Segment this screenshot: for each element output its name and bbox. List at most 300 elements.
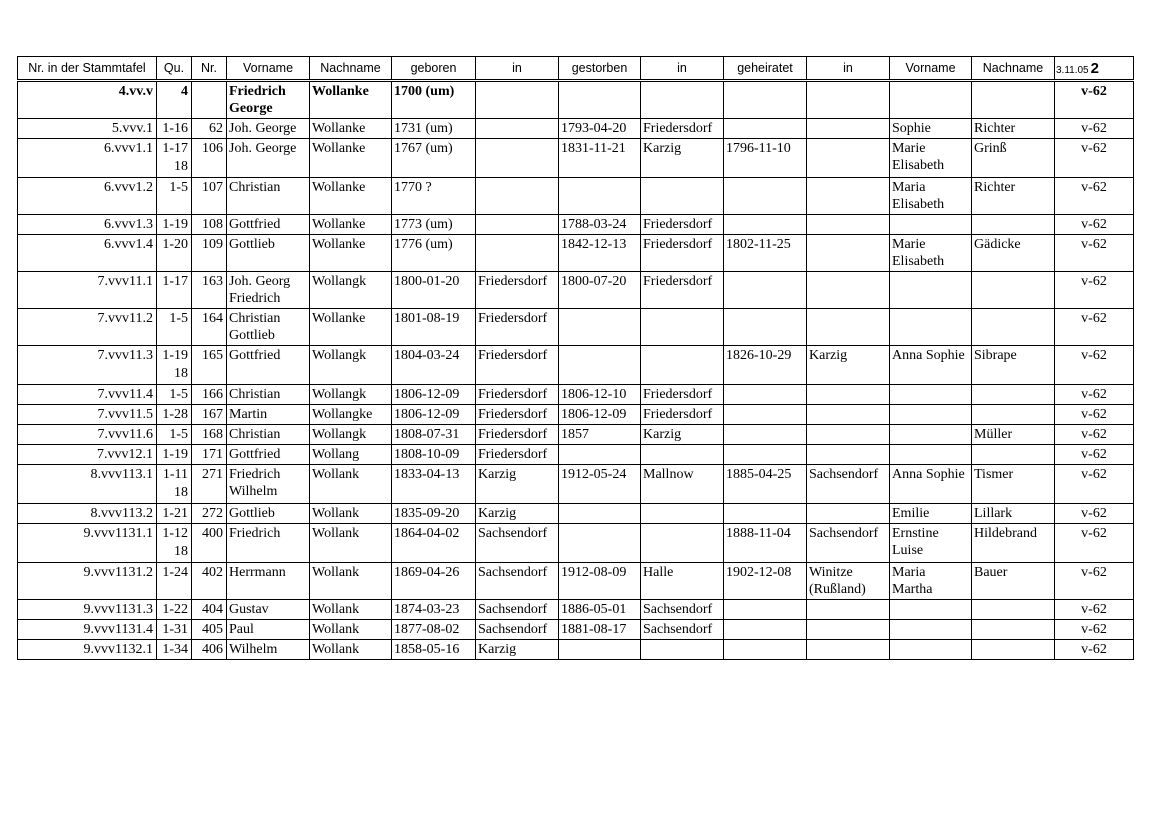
cell-quelle [157,385,192,405]
cell-geboren: 1801-08-19 [392,309,476,346]
cell-geboren: 1700 (um) [392,81,476,119]
cell-geheiratet-in [807,309,890,346]
cell-geboren-in: Karzig [476,504,559,524]
cell-geboren: 1835-09-20 [392,504,476,524]
cell-reference: v-62 [1055,504,1134,524]
cell-reference: v-62 [1055,600,1134,620]
cell-vorname: Friedrich Wilhelm [227,465,310,504]
cell-gestorben [559,309,641,346]
quelle-value: 1-19 [162,217,188,232]
cell-gestorben [559,81,641,119]
table-header [18,57,1134,81]
cell-vorname: Gottlieb [227,235,310,272]
cell-stammtafel-nr: 6.vvv1.1 [18,139,157,178]
cell-partner-vorname [890,640,972,660]
cell-stammtafel-nr: 9.vvv1132.1 [18,640,157,660]
cell-vorname: Christian [227,178,310,215]
cell-gestorben [559,178,641,215]
cell-quelle [157,139,192,178]
cell-partner-vorname: Anna Sophie [890,346,972,385]
cell-partner-nachname [972,600,1055,620]
cell-geboren-in [476,119,559,139]
quelle-value: 1-24 [162,565,188,580]
cell-partner-vorname: Maria Martha [890,563,972,600]
cell-gestorben: 1886-05-01 [559,600,641,620]
cell-quelle [157,119,192,139]
cell-quelle [157,600,192,620]
cell-geheiratet-in [807,139,890,178]
cell-partner-vorname: Marie Elisabeth [890,235,972,272]
cell-nachname: Wollangk [310,272,392,309]
cell-nachname: Wollank [310,563,392,600]
cell-reference: v-62 [1055,425,1134,445]
cell-gestorben-in [641,524,724,563]
cell-nr: 106 [192,139,227,178]
cell-geheiratet [724,445,807,465]
cell-partner-nachname: Grinß [972,139,1055,178]
cell-gestorben-in [641,309,724,346]
table-row [18,524,1134,563]
cell-nachname: Wollanke [310,309,392,346]
cell-geboren: 1800-01-20 [392,272,476,309]
cell-nr: 163 [192,272,227,309]
cell-gestorben-in: Friedersdorf [641,385,724,405]
cell-geheiratet-in [807,640,890,660]
cell-quelle [157,235,192,272]
cell-nr: 402 [192,563,227,600]
cell-partner-vorname: Marie Elisabeth [890,139,972,178]
cell-partner-nachname: Gädicke [972,235,1055,272]
cell-geboren-in: Friedersdorf [476,346,559,385]
cell-geboren-in [476,235,559,272]
cell-geheiratet [724,119,807,139]
cell-nr: 271 [192,465,227,504]
cell-geheiratet-in [807,620,890,640]
cell-nachname: Wollank [310,524,392,563]
cell-geheiratet [724,405,807,425]
cell-stammtafel-nr: 9.vvv1131.4 [18,620,157,640]
cell-quelle [157,215,192,235]
genealogy-table [17,56,1134,660]
table-row [18,465,1134,504]
cell-quelle [157,445,192,465]
cell-geboren-in: Friedersdorf [476,309,559,346]
table-row [18,272,1134,309]
cell-geboren-in: Sachsendorf [476,620,559,640]
cell-geheiratet-in: Karzig [807,346,890,385]
cell-reference: v-62 [1055,178,1134,215]
quelle-subvalue: 18 [174,485,188,500]
cell-gestorben-in: Halle [641,563,724,600]
cell-geheiratet: 1826-10-29 [724,346,807,385]
quelle-value: 1-5 [169,311,188,326]
cell-geheiratet [724,620,807,640]
cell-geboren-in: Karzig [476,640,559,660]
header-gestorben-in: in [641,57,724,81]
cell-stammtafel-nr: 7.vvv11.3 [18,346,157,385]
cell-partner-nachname: Bauer [972,563,1055,600]
cell-quelle [157,465,192,504]
cell-vorname: Joh. George [227,119,310,139]
header-geboren: geboren [392,57,476,81]
cell-geheiratet-in: Sachsendorf [807,465,890,504]
cell-gestorben [559,445,641,465]
cell-quelle [157,309,192,346]
quelle-value: 1-20 [162,237,188,252]
cell-gestorben: 1806-12-10 [559,385,641,405]
cell-gestorben [559,524,641,563]
cell-gestorben-in: Sachsendorf [641,620,724,640]
table-row [18,178,1134,215]
cell-gestorben-in: Karzig [641,425,724,445]
cell-gestorben-in: Sachsendorf [641,600,724,620]
cell-vorname: Wilhelm [227,640,310,660]
cell-gestorben-in [641,504,724,524]
cell-reference: v-62 [1055,139,1134,178]
cell-gestorben-in [641,346,724,385]
cell-nr: 165 [192,346,227,385]
quelle-value: 1-34 [162,642,188,657]
cell-nachname: Wollangk [310,385,392,405]
cell-gestorben-in: Friedersdorf [641,405,724,425]
cell-geheiratet-in [807,405,890,425]
table-row [18,445,1134,465]
cell-geboren: 1833-04-13 [392,465,476,504]
cell-nachname: Wollank [310,640,392,660]
quelle-value: 1-28 [162,407,188,422]
header-geheiratet: geheiratet [724,57,807,81]
cell-reference: v-62 [1055,309,1134,346]
cell-quelle [157,178,192,215]
header-stammtafel-nr: Nr. in der Stammtafel [18,57,157,81]
cell-geboren-in [476,178,559,215]
cell-geboren-in [476,139,559,178]
cell-geheiratet-in: Sachsendorf [807,524,890,563]
cell-geheiratet [724,640,807,660]
cell-vorname: Gottfried [227,215,310,235]
cell-geboren: 1731 (um) [392,119,476,139]
cell-geboren: 1776 (um) [392,235,476,272]
cell-nachname: Wollanke [310,215,392,235]
cell-geheiratet [724,178,807,215]
quelle-value: 1-19 [162,447,188,462]
cell-partner-vorname [890,81,972,119]
cell-partner-nachname: Tismer [972,465,1055,504]
cell-vorname: Christian [227,385,310,405]
quelle-value: 4 [181,84,188,99]
header-geheiratet-in: in [807,57,890,81]
cell-nachname: Wollanke [310,235,392,272]
cell-stammtafel-nr: 6.vvv1.3 [18,215,157,235]
cell-partner-vorname [890,215,972,235]
cell-gestorben: 1912-05-24 [559,465,641,504]
cell-quelle [157,81,192,119]
cell-reference: v-62 [1055,272,1134,309]
cell-vorname: Friedrich George [227,81,310,119]
cell-stammtafel-nr: 7.vvv11.4 [18,385,157,405]
cell-geboren-in [476,81,559,119]
header-nachname: Nachname [310,57,392,81]
table-row [18,640,1134,660]
cell-gestorben-in: Karzig [641,139,724,178]
cell-geboren-in: Sachsendorf [476,600,559,620]
cell-nachname: Wollank [310,600,392,620]
cell-nr [192,81,227,119]
cell-stammtafel-nr: 6.vvv1.4 [18,235,157,272]
cell-reference: v-62 [1055,640,1134,660]
cell-stammtafel-nr: 4.vv.v [18,81,157,119]
cell-partner-nachname [972,640,1055,660]
cell-nr: 164 [192,309,227,346]
cell-geheiratet-in [807,425,890,445]
cell-gestorben-in [641,81,724,119]
cell-geboren-in: Friedersdorf [476,405,559,425]
cell-gestorben: 1831-11-21 [559,139,641,178]
cell-quelle [157,405,192,425]
cell-partner-vorname [890,445,972,465]
cell-quelle [157,524,192,563]
cell-geheiratet [724,385,807,405]
cell-partner-vorname [890,405,972,425]
table-row [18,215,1134,235]
cell-gestorben-in: Friedersdorf [641,215,724,235]
cell-partner-nachname: Hildebrand [972,524,1055,563]
cell-nachname: Wollank [310,620,392,640]
cell-nr: 171 [192,445,227,465]
cell-gestorben-in [641,640,724,660]
cell-quelle [157,620,192,640]
cell-gestorben-in: Friedersdorf [641,235,724,272]
header-date-page [1055,57,1134,81]
table-row [18,385,1134,405]
cell-gestorben: 1788-03-24 [559,215,641,235]
cell-gestorben [559,346,641,385]
quelle-value: 1-22 [162,602,188,617]
cell-vorname: Martin [227,405,310,425]
cell-quelle [157,640,192,660]
cell-gestorben: 1793-04-20 [559,119,641,139]
cell-stammtafel-nr: 9.vvv1131.3 [18,600,157,620]
cell-partner-vorname [890,309,972,346]
cell-gestorben-in [641,445,724,465]
cell-partner-vorname: Ernstine Luise [890,524,972,563]
cell-stammtafel-nr: 6.vvv1.2 [18,178,157,215]
cell-geboren: 1804-03-24 [392,346,476,385]
cell-partner-nachname: Richter [972,119,1055,139]
cell-geheiratet-in [807,178,890,215]
cell-reference: v-62 [1055,445,1134,465]
table-row [18,346,1134,385]
cell-partner-vorname [890,600,972,620]
quelle-value: 1-12 [162,526,188,541]
table-row [18,620,1134,640]
cell-partner-nachname [972,385,1055,405]
cell-gestorben-in: Friedersdorf [641,119,724,139]
header-quelle: Qu. [157,57,192,81]
cell-nr: 405 [192,620,227,640]
cell-geboren: 1808-07-31 [392,425,476,445]
cell-quelle [157,346,192,385]
cell-nachname: Wollangk [310,425,392,445]
cell-vorname: Gustav [227,600,310,620]
header-date: 3.11.05 [1056,64,1089,76]
cell-geboren-in: Friedersdorf [476,425,559,445]
table-row [18,309,1134,346]
cell-partner-nachname: Sibrape [972,346,1055,385]
quelle-subvalue: 18 [174,159,188,174]
cell-nr: 400 [192,524,227,563]
cell-nr: 272 [192,504,227,524]
cell-stammtafel-nr: 7.vvv11.1 [18,272,157,309]
cell-reference: v-62 [1055,405,1134,425]
cell-geboren-in: Karzig [476,465,559,504]
cell-partner-vorname [890,272,972,309]
cell-partner-nachname: Lillark [972,504,1055,524]
cell-partner-nachname: Richter [972,178,1055,215]
cell-partner-vorname [890,425,972,445]
cell-geboren: 1806-12-09 [392,385,476,405]
cell-vorname: Joh. Georg Friedrich [227,272,310,309]
quelle-value: 1-31 [162,622,188,637]
cell-reference: v-62 [1055,346,1134,385]
cell-geboren: 1806-12-09 [392,405,476,425]
cell-reference: v-62 [1055,524,1134,563]
cell-geboren-in: Sachsendorf [476,524,559,563]
cell-partner-nachname: Müller [972,425,1055,445]
cell-reference: v-62 [1055,563,1134,600]
cell-gestorben-in: Friedersdorf [641,272,724,309]
cell-geheiratet [724,272,807,309]
cell-geboren: 1858-05-16 [392,640,476,660]
cell-geboren: 1808-10-09 [392,445,476,465]
table-body [18,81,1134,660]
header-gestorben: gestorben [559,57,641,81]
cell-vorname: Gottfried [227,346,310,385]
cell-reference: v-62 [1055,235,1134,272]
cell-stammtafel-nr: 9.vvv1131.2 [18,563,157,600]
cell-gestorben: 1881-08-17 [559,620,641,640]
cell-quelle [157,563,192,600]
cell-geboren-in: Sachsendorf [476,563,559,600]
cell-geheiratet [724,425,807,445]
cell-nr: 166 [192,385,227,405]
cell-partner-nachname [972,620,1055,640]
cell-vorname: Christian [227,425,310,445]
cell-geheiratet: 1902-12-08 [724,563,807,600]
cell-geheiratet [724,504,807,524]
cell-vorname: Herrmann [227,563,310,600]
cell-geheiratet [724,81,807,119]
page-number: 2 [1090,59,1099,77]
cell-partner-nachname [972,272,1055,309]
table-row [18,425,1134,445]
cell-nachname: Wollank [310,504,392,524]
quelle-subvalue: 18 [174,366,188,381]
cell-geboren-in: Friedersdorf [476,272,559,309]
cell-vorname: Christian Gottlieb [227,309,310,346]
cell-gestorben: 1842-12-13 [559,235,641,272]
cell-geboren: 1874-03-23 [392,600,476,620]
cell-nr: 167 [192,405,227,425]
cell-gestorben: 1912-08-09 [559,563,641,600]
cell-geboren: 1877-08-02 [392,620,476,640]
quelle-value: 1-17 [162,141,188,156]
cell-geheiratet-in [807,385,890,405]
cell-partner-nachname [972,405,1055,425]
quelle-value: 1-5 [169,387,188,402]
cell-gestorben: 1800-07-20 [559,272,641,309]
cell-nr: 62 [192,119,227,139]
cell-partner-nachname [972,309,1055,346]
header-nr: Nr. [192,57,227,81]
cell-nachname: Wollanke [310,119,392,139]
cell-stammtafel-nr: 5.vvv.1 [18,119,157,139]
cell-nr: 109 [192,235,227,272]
cell-vorname: Gottfried [227,445,310,465]
cell-gestorben-in [641,178,724,215]
cell-partner-nachname [972,445,1055,465]
cell-nr: 168 [192,425,227,445]
cell-geheiratet-in [807,600,890,620]
quelle-value: 1-17 [162,274,188,289]
cell-geheiratet [724,600,807,620]
cell-gestorben: 1806-12-09 [559,405,641,425]
cell-nachname: Wollanke [310,139,392,178]
cell-quelle [157,272,192,309]
cell-geheiratet: 1888-11-04 [724,524,807,563]
cell-geboren: 1869-04-26 [392,563,476,600]
cell-nr: 404 [192,600,227,620]
table-row [18,405,1134,425]
table-row [18,563,1134,600]
cell-geboren-in [476,215,559,235]
table-row [18,119,1134,139]
cell-geheiratet-in [807,445,890,465]
cell-geheiratet-in: Winitze (Rußland) [807,563,890,600]
header-geboren-in: in [476,57,559,81]
cell-nachname: Wollang [310,445,392,465]
cell-quelle [157,425,192,445]
table-row [18,139,1134,178]
cell-partner-nachname [972,81,1055,119]
cell-gestorben [559,504,641,524]
cell-geheiratet-in [807,215,890,235]
header-vorname: Vorname [227,57,310,81]
cell-geheiratet-in [807,81,890,119]
cell-partner-vorname [890,385,972,405]
quelle-subvalue: 18 [174,544,188,559]
cell-stammtafel-nr: 7.vvv12.1 [18,445,157,465]
cell-geheiratet [724,215,807,235]
cell-geboren: 1767 (um) [392,139,476,178]
cell-vorname: Joh. George [227,139,310,178]
cell-gestorben [559,640,641,660]
header-partner-vorname: Vorname [890,57,972,81]
cell-nr: 108 [192,215,227,235]
cell-reference: v-62 [1055,465,1134,504]
cell-geheiratet [724,309,807,346]
cell-reference: v-62 [1055,81,1134,119]
cell-geboren: 1770 ? [392,178,476,215]
cell-partner-vorname [890,620,972,640]
cell-geboren: 1773 (um) [392,215,476,235]
quelle-value: 1-16 [162,121,188,136]
cell-geheiratet: 1885-04-25 [724,465,807,504]
cell-geheiratet-in [807,235,890,272]
table-row [18,235,1134,272]
genealogy-document [17,56,1113,660]
cell-geboren: 1864-04-02 [392,524,476,563]
